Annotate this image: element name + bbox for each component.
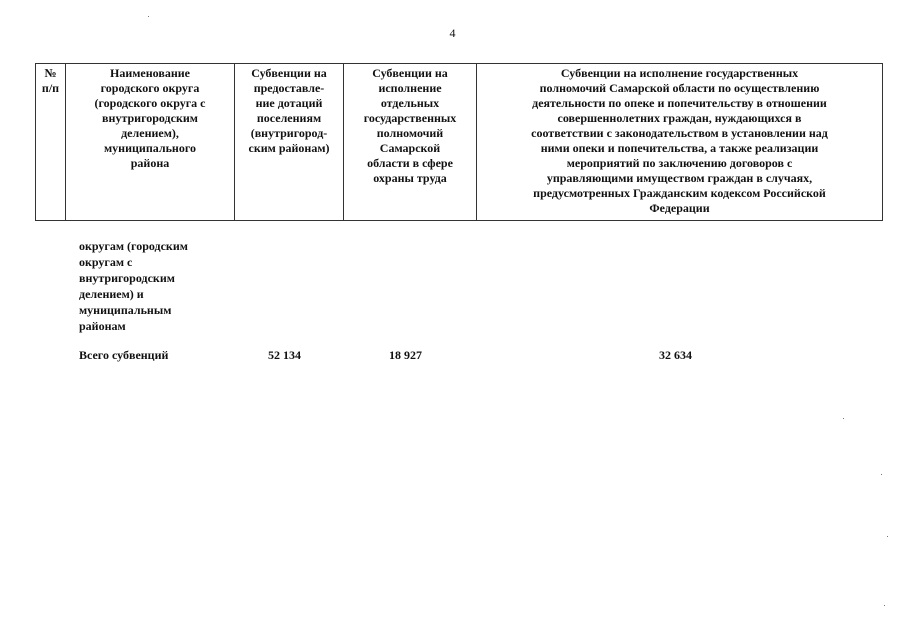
total-dotations-value: 52 134	[268, 348, 301, 362]
header-row	[36, 64, 883, 221]
page-number: 4	[449, 26, 456, 40]
total-guardianship-value: 32 634	[659, 348, 692, 362]
header-name: Наименование городского округа (городского округа с внутригородским делением), муниципального района	[66, 64, 235, 221]
continued-name-text: округам (городским округам с внутригородским делением) и муниципальным районам	[79, 239, 188, 333]
total-labor-protection-value: 18 927	[389, 348, 422, 362]
header-subsidy-labor-protection: Субвенции на исполнение отдельных государственных полномочий Самарской области в сфере охраны труда	[344, 64, 477, 221]
subsidy-table-header	[35, 63, 883, 221]
header-subsidy-dotations: Субвенции на предоставле- ние дотаций поселениям (внутригород- ским районам)	[235, 64, 344, 221]
total-label: Всего субвенций	[79, 348, 169, 362]
header-subsidy-guardianship: Субвенции на исполнение государственных полномочий Самарской области по осуществлению деятельности по опеке и попечительству в отношении совершеннолетних граждан, нуждающихся в соответствии с законодательством в установлении над ними опеки и попечительства, а также реализации мероприятий по заключению договоров с управляющими имуществом граждан в случаях, предусмотренных Гражданским кодексом Российской Федерации	[477, 64, 883, 221]
header-number: № п/п	[36, 64, 66, 221]
